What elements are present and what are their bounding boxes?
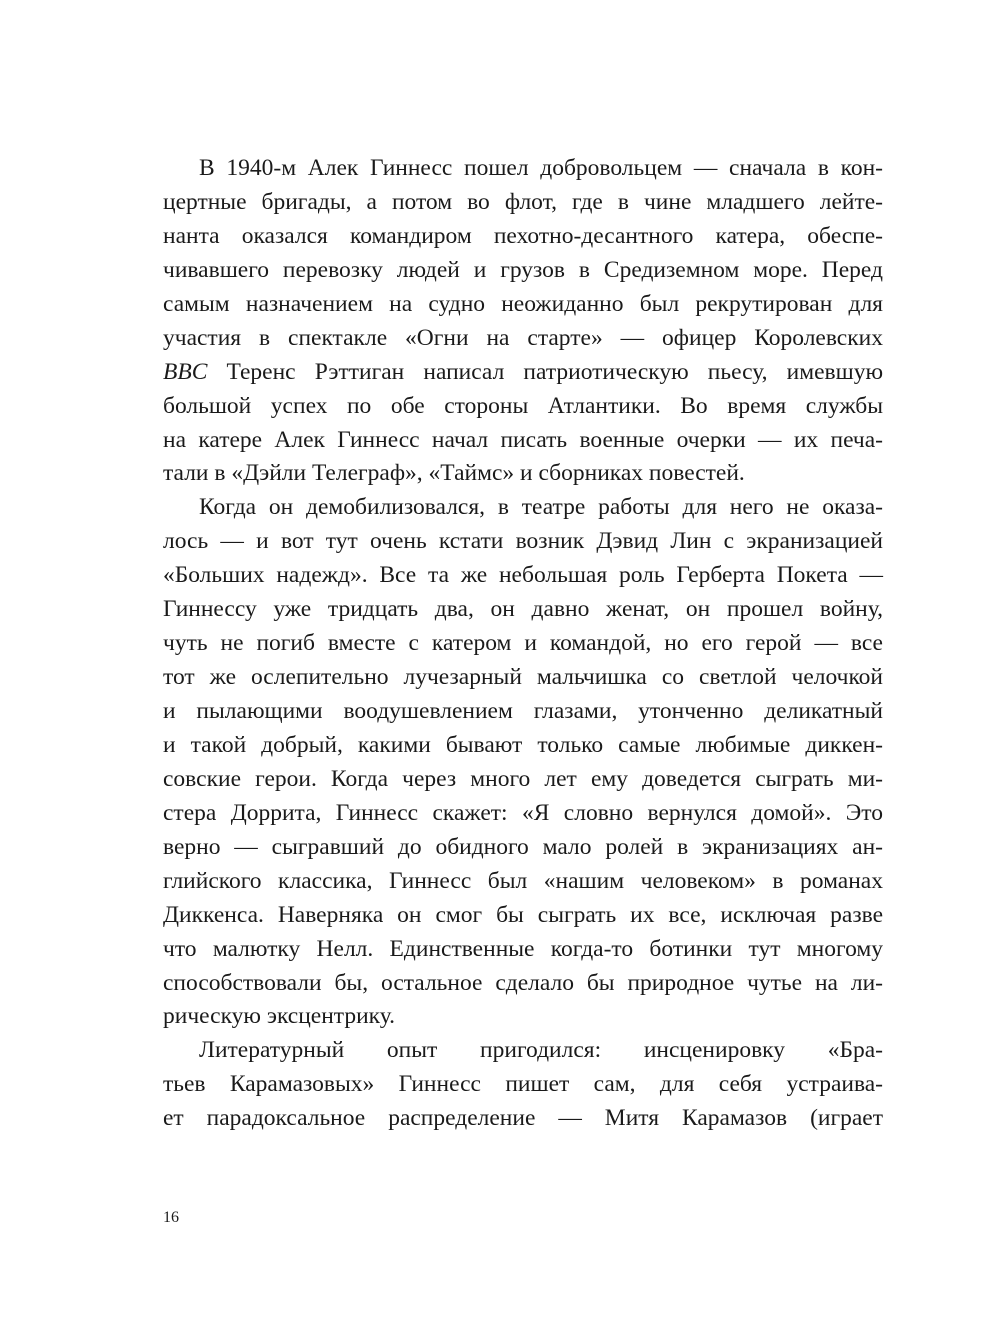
text-line: на катере Алек Гиннесс начал писать военные очерки — их печа- [163,426,883,453]
text-line: «Больших надежд». Все та же небольшая роль Герберта Покета — [163,562,883,589]
text-line: и такой добрый, какими бывают только самые любимые диккен- [163,731,883,758]
text-line: нанта оказался командиром пехотно-десантного катера, обеспе- [163,222,883,249]
text-line: тьев Карамазовых» Гиннесс пишет сам, для себя устраива- [163,1071,883,1098]
text-line: ет парадоксальное распределение — Митя Карамазов (играет [163,1105,883,1132]
text-line: участия в спектакле «Огни на старте» — офицер Королевских [163,324,883,351]
page-number: 16 [163,1209,179,1226]
text-line: и пылающими воодушевлением глазами, утонченно деликатный [163,698,883,724]
paragraph [163,491,883,1034]
text-line: чивавшего перевозку людей и грузов в Средиземном море. Перед [163,256,883,283]
text-line: Когда он демобилизовался, в театре работы для него не оказа- [199,494,883,521]
text-line: большой успех по обе стороны Атлантики. Во время службы [163,392,883,419]
paragraph [163,152,883,491]
text-line: способствовали бы, остальное сделало бы природное чутье на ли- [163,969,883,996]
italic-abbreviation: BBC [163,358,208,385]
text-line: В 1940-м Алек Гиннесс пошел добровольцем — сначала в кон- [199,155,883,181]
text-line: Гиннессу уже тридцать два, он давно женат, он прошел войну, [163,596,883,623]
text-line: самым назначением на судно неожиданно был рекрутирован для [163,290,883,317]
paragraph [163,1034,883,1136]
text-line: тот же ослепительно лучезарный мальчишка со светлой челочкой [163,664,883,691]
text-line: рическую эксцентрику. [163,1003,396,1030]
text-line: что малютку Нелл. Единственные когда-то ботинки тут многому [163,935,883,962]
text-line: BBC Теренс Рэттиган написал патриотическую пьесу, имевшую [163,358,883,385]
text-line: совские герои. Когда через много лет ему доведется сыграть ми- [163,765,883,792]
text-line: цертные бригады, а потом во флот, где в чине младшего лейте- [163,188,883,215]
text-line: Диккенса. Наверняка он смог бы сыграть их все, исключая разве [163,901,883,928]
text-line: Литературный опыт пригодился: инсценировку «Бра- [199,1037,883,1064]
text-line: чуть не погиб вместе с катером и командой, но его герой — все [163,630,883,657]
text-line: стера Доррита, Гиннесс скажет: «Я словно вернулся домой». Это [163,799,883,826]
text-line: лось — и вот тут очень кстати возник Дэвид Лин с экранизацией [163,528,883,555]
text-line: тали в «Дэйли Телеграф», «Таймс» и сборниках повестей. [163,460,745,487]
text-line: глийского классика, Гиннесс был «нашим человеком» в романах [163,867,883,894]
text-line: верно — сыгравший до обидного мало ролей в экранизациях ан- [163,833,883,860]
body-text [163,152,883,1136]
